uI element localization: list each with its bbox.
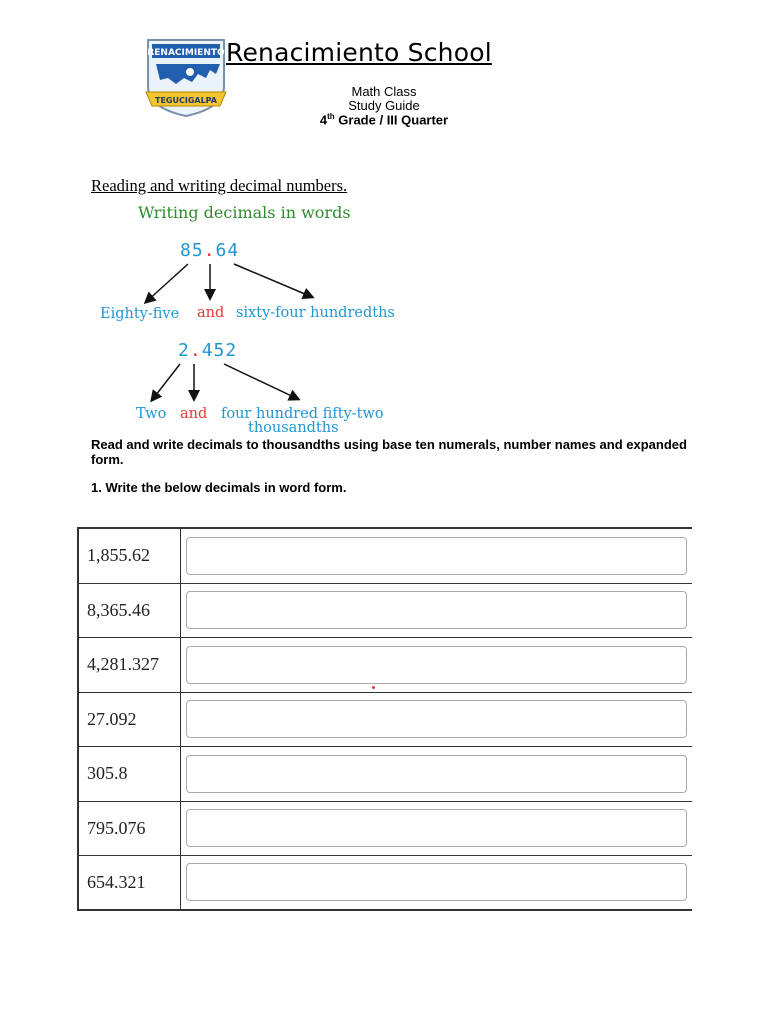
example2-number: 2.452 (178, 340, 238, 361)
document-type: Study Guide (348, 98, 420, 113)
instructions-text: Read and write decimals to thousandths using base ten numerals, number names and expanded form. (91, 437, 687, 467)
worksheet-table (77, 527, 692, 911)
decimal-number: 654.321 (79, 856, 181, 909)
answer-input[interactable] (186, 863, 687, 901)
decimal-number: 27.092 (79, 693, 181, 747)
decimal-number: 305.8 (79, 747, 181, 801)
school-logo (140, 34, 232, 118)
table-row (79, 529, 692, 584)
decimal-number: 4,281.327 (79, 638, 181, 692)
answer-input[interactable] (186, 809, 687, 847)
example1-number: 85.64 (180, 240, 240, 261)
example2-and: and (180, 406, 208, 422)
answer-input[interactable] (186, 591, 687, 629)
example1-and: and (197, 305, 225, 321)
table-row (79, 856, 692, 911)
answer-input[interactable] (186, 646, 687, 684)
table-row (79, 638, 692, 693)
decimal-number: 795.076 (79, 802, 181, 856)
example1-decimal-words: sixty-four hundredths (236, 305, 395, 321)
grade-quarter: 4th Grade / III Quarter (319, 112, 449, 128)
red-dot-mark (372, 686, 375, 689)
example1-whole-words: Eighty-five (100, 306, 180, 322)
answer-input[interactable] (186, 755, 687, 793)
table-row (79, 693, 692, 748)
table-row (79, 802, 692, 857)
school-title: Renacimiento School (226, 38, 492, 67)
example2-decimal-words-line1: four hundred fifty-two (221, 406, 384, 422)
logo-text-top: RENACIMIENTO (147, 48, 225, 58)
figure-title: Writing decimals in words (138, 203, 351, 222)
example2-decimal-words-line2: thousandths (248, 420, 339, 436)
decimal-number: 1,855.62 (79, 529, 181, 583)
logo-text-bottom: TEGUCIGALPA (154, 96, 218, 105)
answer-input[interactable] (186, 700, 687, 738)
decimal-number: 8,365.46 (79, 584, 181, 638)
table-row (79, 584, 692, 639)
decimal-words-figure (90, 198, 430, 438)
class-name: Math Class (351, 84, 417, 99)
example2-whole-words: Two (136, 406, 167, 422)
section-heading: Reading and writing decimal numbers. (91, 176, 348, 195)
table-row (79, 747, 692, 802)
task-heading: 1. Write the below decimals in word form. (91, 480, 347, 495)
answer-input[interactable] (186, 537, 687, 575)
